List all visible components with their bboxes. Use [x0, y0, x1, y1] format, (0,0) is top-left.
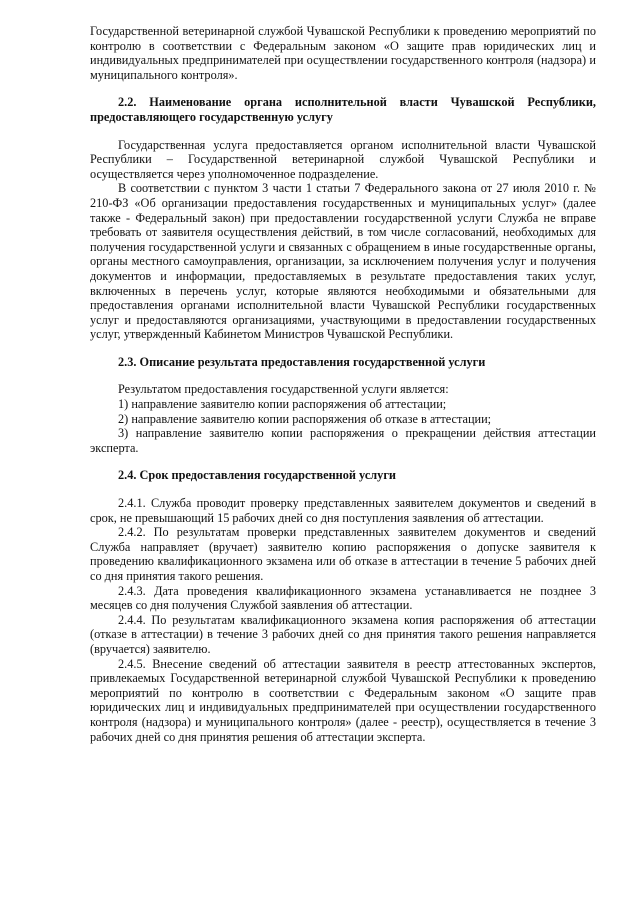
- section-2-4-heading: 2.4. Срок предоставления государственной услуги: [118, 468, 396, 483]
- section-2-4-1-paragraph: 2.4.1. Служба проводит проверку представленных заявителем документов и сведений в срок, не превышающий 15 рабочих дней со дня поступления заявления об аттестации.: [90, 496, 596, 525]
- intro-paragraph: Государственной ветеринарной службой Чувашской Республики к проведению мероприятий по контролю в соответствии с Федеральным законом «О защите прав юридических лиц и индивидуальных предпринимателей при осуществлении государственного контроля (надзора) и муниципального контроля».: [90, 24, 596, 82]
- section-2-4-2-paragraph: 2.4.2. По результатам проверки представленных заявителем документов и сведений Служба направляет (вручает) заявителю копию распоряжения о допуске заявителя к проведению квалификационного экзамена или об отказе в аттестации в течение 5 рабочих дней со дня принятия такого решения.: [90, 525, 596, 583]
- section-2-2-paragraph-2: В соответствии с пунктом 3 части 1 статьи 7 Федерального закона от 27 июля 2010 г. № 210-ФЗ «Об организации предоставления государственных и муниципальных услуг» (далее также - Федеральный закон) при предоставлении государственной услуги Служба не вправе требовать от заявителя осуществления действий, в том числе согласований, необходимых для получения государственной услуги и связанных с обращением в иные государственные органы, органы местного самоуправления, организации, за исключением получения услуг и получения документов и информации, предоставляемых в результате предоставления таких услуг, включенных в перечень услуг, которые являются необходимыми и обязательными для предоставления органами исполнительной власти Чувашской Республики государственных услуг и предоставляются организациями, участвующими в предоставлении государственных услуг, утвержденный Кабинетом Министров Чувашской Республики.: [90, 181, 596, 342]
- section-2-2-paragraph-1: Государственная услуга предоставляется органом исполнительной власти Чувашской Республики – Государственной ветеринарной службой Чувашской Республики и осуществляется через уполномоченное подразделение.: [90, 137, 596, 181]
- section-2-2-heading: 2.2. Наименование органа исполнительной власти Чувашской Республики, предоставляющего государственную услугу: [90, 95, 596, 124]
- section-2-3-list-item-3: 3) направление заявителю копии распоряжения о прекращении действия аттестации эксперта.: [90, 426, 596, 455]
- section-2-4-5-paragraph: 2.4.5. Внесение сведений об аттестации заявителя в реестр аттестованных экспертов, привлекаемых Государственной ветеринарной службой Чувашской Республики к проведению мероприятий по контролю в соответствии с Федеральным законом «О защите прав юридических лиц и индивидуальных предпринимателей при осуществлении государственного контроля (надзора) и муниципального контроля» (далее - реестр), осуществляется в течение 3 рабочих дней со дня принятия решения об аттестации эксперта.: [90, 656, 596, 744]
- section-2-3-list-item-1: 1) направление заявителю копии распоряжения об аттестации;: [118, 397, 447, 412]
- document-page: [90, 24, 596, 744]
- section-2-4-4-paragraph: 2.4.4. По результатам квалификационного экзамена копия распоряжения об аттестации (отказе в аттестации) в течение 3 рабочих дней со дня принятия такого решения направляется (вручается) заявителю.: [90, 612, 596, 656]
- section-2-4-3-paragraph: 2.4.3. Дата проведения квалификационного экзамена устанавливается не позднее 3 месяцев со дня получения Службой заявления об аттестации.: [90, 583, 596, 613]
- section-2-3-list-item-2: 2) направление заявителю копии распоряжения об отказе в аттестации;: [118, 411, 492, 426]
- section-2-3-paragraph-1: Результатом предоставления государственной услуги является:: [118, 382, 449, 397]
- section-2-3-heading: 2.3. Описание результата предоставления государственной услуги: [118, 354, 486, 369]
